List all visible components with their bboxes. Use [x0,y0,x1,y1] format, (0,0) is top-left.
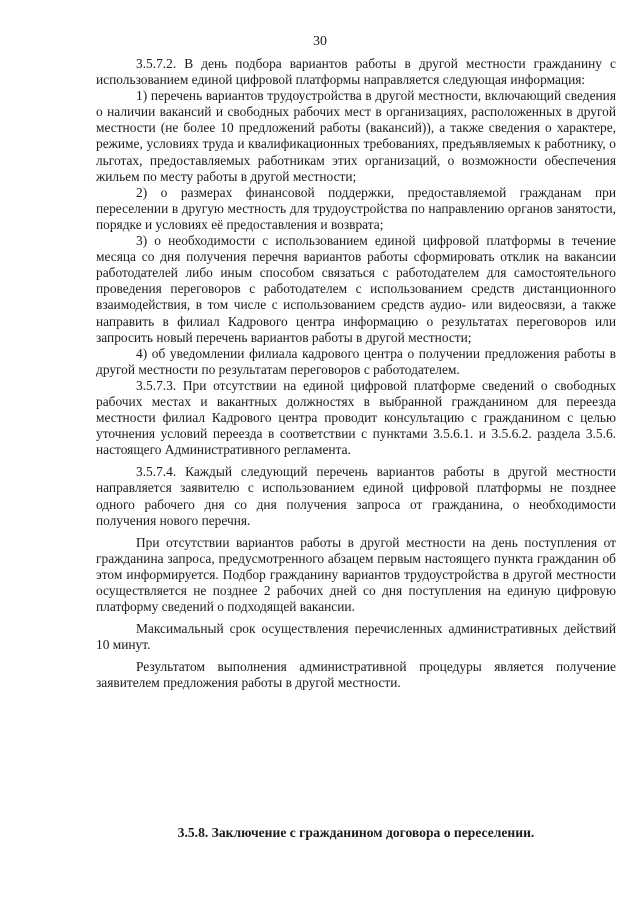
paragraph-result: Результатом выполнения административной процедуры является получение заявителем предложения работы в другой местности. [96,659,616,691]
paragraph-3-5-7-4: 3.5.7.4. Каждый следующий перечень вариантов работы в другой местности направляется заявителю с использованием единой цифровой платформы не позднее одного рабочего дня со дня получения запроса от гражданина, о необходимости получения нового перечня. [96,464,616,528]
section-heading: 3.5.8. Заключение с гражданином договора о переселении. [177,825,535,840]
paragraph-max-time: Максимальный срок осуществления перечисленных административных действий 10 минут. [96,621,616,653]
document-body [96,56,616,692]
page-number: 30 [313,34,327,49]
list-item-1: 1) перечень вариантов трудоустройства в другой местности, включающий сведения о наличии вакансий и свободных рабочих мест в организациях, расположенных в другой местности (не более 10 предложений работы (вакансий)), а также сведения о характере, режиме, условиях труда и квалификационных требованиях, предъявляемых к работнику, о льготах, предоставляемых работникам этих организаций, о возможности обеспечения жильем по месту работы в другой местности; [96,88,616,184]
paragraph-no-vacancies: При отсутствии вариантов работы в другой местности на день поступления от гражданина запроса, предусмотренного абзацем первым настоящего пункта гражданин об этом информируется. Подбор гражданину вариантов трудоустройства в другой местности осуществляется не позднее 2 рабочих дней со дня поступления на единую цифровую платформу сведений о подходящей вакансии. [96,534,616,615]
list-item-3: 3) о необходимости с использованием единой цифровой платформы в течение месяца со дня получения перечня вариантов работы сформировать отклик на вакансии работодателей либо иным способом связаться с работодателем для самостоятельного проведения переговоров с работодателем с использованием средств дистанционного взаимодействия, в том числе с использованием средств аудио- или видеосвязи, а также направить в филиал Кадрового центра информацию о результатах переговоров или запросить новый перечень вариантов работы в другой местности; [96,233,616,345]
list-item-2: 2) о размерах финансовой поддержки, предоставляемой гражданам при переселении в другую местность для трудоустройства по направлению органов занятости, порядке и условиях её предоставления и возврата; [96,184,616,232]
list-item-4: 4) об уведомлении филиала кадрового центра о получении предложения работы в другой местности по результатам переговоров с работодателем. [96,345,616,377]
paragraph-3-5-7-2: 3.5.7.2. В день подбора вариантов работы в другой местности гражданину с использованием единой цифровой платформы направляется следующая информация: [96,56,616,88]
paragraph-3-5-7-3: 3.5.7.3. При отсутствии на единой цифровой платформе сведений о свободных рабочих местах и вакантных должностях в выбранной гражданином для переезда местности филиал Кадрового центра проводит консультацию с гражданином с целью уточнения условий переезда в соответствии с пунктами 3.5.6.1. и 3.5.6.2. раздела 3.5.6. настоящего Административного регламента. [96,377,616,458]
